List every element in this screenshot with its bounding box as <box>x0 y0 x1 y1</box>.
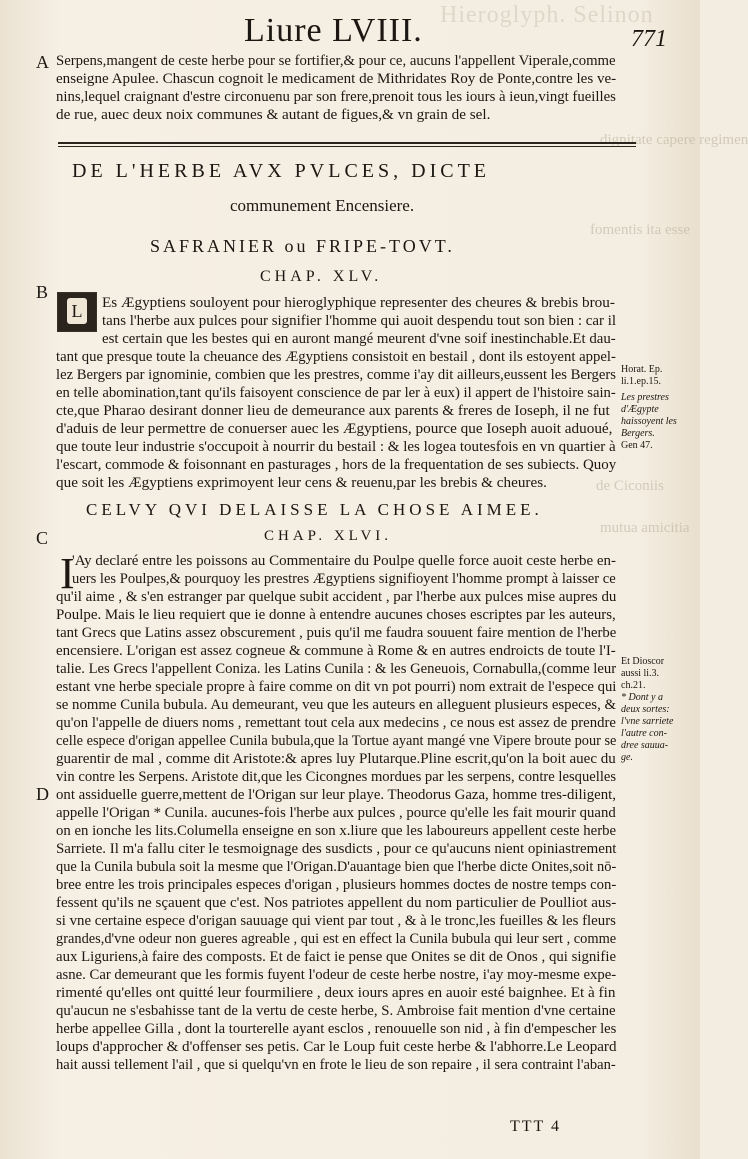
margin-note <box>621 364 697 452</box>
note-line: ch.21. <box>621 680 646 691</box>
text-line: Sarriete. Il m'a fallu citer le tesmoignage des susdicts , pour ce qu'aucuns nient opiniastrement <box>56 840 617 857</box>
initial-letter: I <box>60 549 75 598</box>
text-line: Es Ægyptiens souloyent pour hieroglyphique representer des cheures & brebis brou- <box>102 294 615 311</box>
margin-note <box>621 656 697 764</box>
text-line: on en ionche les lits.Columella enseigne en son x.liure que les laboureurs appellent ceste herbe <box>56 822 617 839</box>
text-line: rimenté qu'elles ont quitté leur fourmiliere , deux iours apres en auoir esté baignhee. Et à fin <box>56 984 616 1001</box>
text-line: grandes,d'vne odeur non gueres agreable , qui est en effect la Cunila bubula qui leur sert , comme <box>56 930 617 947</box>
text-line: d'aduis de leur permettre de conuerser auec les Ægyptiens, pource que Ioseph auoit aduoué, <box>56 420 613 437</box>
text-line: loups d'approcher & d'offenser ses petis. Car le Loup fuit ceste herbe & l'abhorre.Le Leopard <box>56 1038 617 1055</box>
text-line: herbe appellee Gilla , dont la tourterelle ayant esclos , renouuelle son nid , à fin d'empescher les <box>56 1020 617 1037</box>
text-line: tans l'herbe aux pulces pour signifier l'homme qui auoit despendu tout son bien : car il <box>102 312 617 329</box>
show-through-text: dignitate capere regimen <box>600 132 748 148</box>
text-line: que soit les Ægyptiens exprimoyent leur cens & reuenu,par les brebis & cheures. <box>56 474 547 491</box>
chapter-heading: CHAP. XLVI. <box>264 528 393 544</box>
text-line: qu'aucun ne s'esbahisse tant de la vertu de ceste herbe, S. Ambroise fait mention d'vne certaine <box>56 1002 616 1019</box>
text-line: si vne certaine espece d'origan sauuage qui vient par tout , & à le tronc,les fueilles & les fleurs <box>56 912 616 929</box>
section-title: CELVY QVI DELAISSE LA CHOSE AIMEE. <box>86 500 543 519</box>
note-line: ge. <box>621 752 633 763</box>
text-line: hait aussi tellement l'ail , que si quelqu'vn en frote le lieu de son repaire , il sera contraint l'aban- <box>56 1056 616 1073</box>
text-line: aux Liguriens,à faire des composts. Et de faict ie pense que Onites se dit de Onos , qui signifie <box>56 948 617 965</box>
note-line: deux sortes: <box>621 704 670 715</box>
note-line: li.1.ep.15. <box>621 376 661 387</box>
text-line: nins,lequel craignant d'estre circonuenu par son frere,prenoit tous les iours à ieun,vingt fueilles <box>56 88 616 105</box>
show-through-text: de Ciconiis <box>596 478 664 494</box>
note-line: l'autre con- <box>621 728 667 739</box>
text-line: en telle abomination,tant qu'ils faisoyent conscience de par ler à eux) il appert de l'histoire sain- <box>56 384 616 401</box>
text-line: tant que presque toute la cheuance des Ægyptiens consistoit en bestail , dont ils estoyent appel- <box>56 348 616 365</box>
chapter-heading: CHAP. XLV. <box>260 268 383 285</box>
note-line: * Dont y a <box>621 692 663 703</box>
margin-letter-c: C <box>36 528 49 548</box>
paragraph-b <box>56 294 616 498</box>
text-line: l'escart, commode & foisonnant en pasturages , hors de la frequentation de ses subiects. Quoy <box>56 456 617 473</box>
running-title: Liure LVIII. <box>244 12 423 49</box>
section-rule <box>58 142 636 144</box>
paragraph-c <box>56 549 617 1078</box>
note-line: haissoyent les <box>621 416 677 427</box>
section-subtitle: communement Encensiere. <box>230 196 415 215</box>
text-line: vin contre les Serpens. Aristote dit,que les Cicongnes mordues par les serpens, contre lesquelles <box>56 768 617 785</box>
section-rule <box>58 146 636 147</box>
text-line: bree entre les trois principales especes d'origan , plusieurs hommes doctes de nostre temps con- <box>56 876 617 893</box>
text-line: ont assiduelle guerre,mettent de l'Origan sur leur playe. Theodorus Gaza, homme tres-diligent, <box>56 786 616 803</box>
text-line: uers les Poulpes,& pourquoy les prestres Ægyptiens signifioyent l'homme prompt à laisser ce <box>72 570 616 587</box>
text-line: est certain que les bestes qui en auront mangé meurent d'vne soif inestinchable.Et dau- <box>102 330 616 347</box>
paragraph-a <box>56 52 616 124</box>
text-line: se nomme Cunila bubula. Au demeurant, veu que les auteurs en alleguent plusieurs especes, & <box>56 696 617 713</box>
note-line: aussi li.3. <box>621 668 660 679</box>
text-line: enseigne Apulee. Chascun cognoit le medicament de Mithridates Roy de Ponte,contre les ve- <box>56 70 617 87</box>
note-line: Les prestres <box>621 392 669 403</box>
text-line: tant Grecs que Latins assez obscurement , puis qu'il me faudra souuent faire mention de l'herbe <box>56 624 617 641</box>
text-line: celle espece d'origan appellee Cunila bubula,que la Tortue ayant mangé vne Vipere broute pour se <box>56 732 617 749</box>
note-line: Gen 47. <box>621 440 653 451</box>
note-line: l'vne sarriete <box>621 716 674 727</box>
show-through-header: Hieroglyph. Selinon <box>440 2 654 28</box>
text-line: appelle l'Origan * Cunila. aucunes-fois l'herbe aux pulces , pource qu'elle les fait mourir quand <box>56 804 616 821</box>
text-line: Poulpe. Mais le lieu requiert que ie donne à entendre aucunes choses escriptes par les auteurs, <box>56 606 616 623</box>
note-line: Bergers. <box>621 428 655 439</box>
text-line: Serpens,mangent de ceste herbe pour se fortifier,& pour ce, aucuns l'appellent Viperale,comme <box>56 52 616 69</box>
section-title: SAFRANIER ou FRIPE-TOVT. <box>150 236 455 256</box>
margin-letter-b: B <box>36 282 49 302</box>
page-header <box>0 10 700 50</box>
initial-letter: L <box>67 298 87 324</box>
text-line: de rue, auec deux noix communes & autant de figues,& vn grain de sel. <box>56 106 491 123</box>
show-through-text: mutua amicitia <box>600 520 690 536</box>
text-line: cte,que Pharao desirant donner lieu de demeurance aux parents & freres de Ioseph, il ne fut <box>56 402 610 419</box>
margin-letter-d: D <box>36 784 49 804</box>
show-through-text: fomentis ita esse <box>590 222 690 238</box>
note-line: dree sauua- <box>621 740 669 751</box>
section-title: DE L'HERBE AVX PVLCES, DICTE <box>72 160 491 182</box>
note-line: Horat. Ep. <box>621 364 663 375</box>
text-line: lez Bergers par ignominie, combien que les prestres, comme i'ay dit ailleurs,eussent les Bergers <box>56 366 616 383</box>
text-line: qu'il aime , & s'en estranger par quelque subit accident , par l'herbe aux pulces mise aupres du <box>56 588 617 605</box>
text-line: estant vne herbe speciale propre à faire comme on dit vn pot pourri) nom extrait de l'espece qui <box>56 678 617 695</box>
text-line: 'Ay declaré entre les poissons au Commentaire du Poulpe quelle force auoit ceste herbe en- <box>72 552 616 569</box>
note-line: d'Ægypte <box>621 404 659 415</box>
text-line: talie. Les Grecs l'appellent Coniza. les Latins Cunila : & les Geneuois, Cornabulla,(comme leur <box>56 660 617 677</box>
page-number: 771 <box>631 26 667 52</box>
text-line: asne. Car demeurant que les formis fuyent l'odeur de ceste herbe nostre, i'ay moy-mesme expe- <box>56 966 617 983</box>
text-line: fessent qu'ils ne sçauent que c'est. Nos patriotes appellent du nom particulier de Poulliot aus- <box>56 894 617 911</box>
text-line: encensiere. L'origan est assez cogneue & commune à Rome & en autres endroicts de toute l'I- <box>56 642 616 659</box>
margin-letter-a: A <box>36 52 49 72</box>
text-line: guarentir de mal , comme dit Aristote:& apres luy Plutarque.Pline escrit,qu'on la boit auec du <box>56 750 616 767</box>
signature-mark: TTT 4 <box>510 1118 562 1135</box>
text-line: que la Cunila bubula soit la mesme que l'Origan.D'auantage bien que l'herbe dicte Onites,soit nō- <box>56 858 617 875</box>
text-line: que toute leur industrie s'occupoit à nourrir du bestail : & les logea toutesfois en vn quartier à <box>56 438 616 455</box>
note-line: Et Dioscor <box>621 656 665 667</box>
text-line: qu'on l'appelle de diuers noms , remettant tout cela aux medecins , ce nous est assez de prendre <box>56 714 616 731</box>
